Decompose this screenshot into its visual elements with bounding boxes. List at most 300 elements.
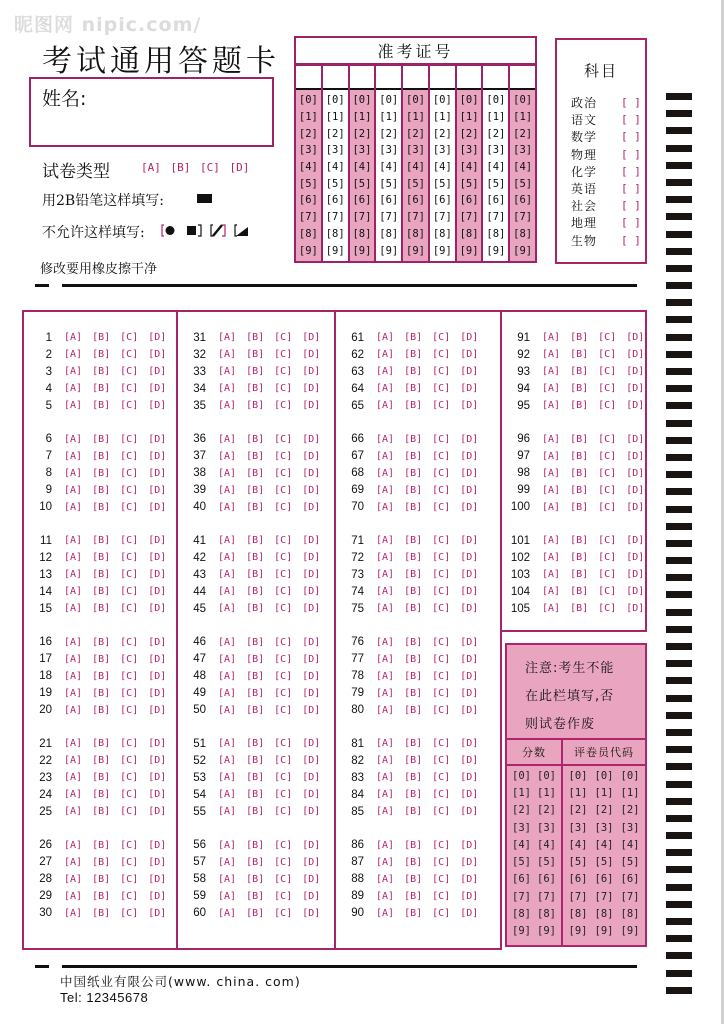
digit-bubble[interactable]: [8] bbox=[568, 907, 588, 920]
digit-bubble[interactable]: [6] bbox=[486, 194, 506, 207]
answer-bubbles[interactable]: [A] [B] [C] [D] bbox=[376, 772, 479, 783]
digit-bubble[interactable]: [4] bbox=[298, 161, 318, 174]
answer-bubbles[interactable]: [A] [B] [C] [D] bbox=[64, 670, 167, 682]
digit-bubble[interactable]: [6] bbox=[325, 194, 345, 207]
digit-bubble[interactable]: [2] bbox=[298, 127, 318, 140]
digit-bubble[interactable]: [3] bbox=[459, 144, 479, 157]
admission-digit-input[interactable] bbox=[403, 66, 428, 90]
digit-bubble[interactable]: [1] bbox=[352, 111, 372, 124]
answer-bubbles[interactable]: [A] [B] [C] [D] bbox=[542, 400, 645, 411]
answer-bubbles[interactable]: [A] [B] [C] [D] bbox=[64, 332, 167, 343]
answer-bubbles[interactable]: [A] [B] [C] [D] bbox=[64, 603, 167, 614]
question-number: 8 bbox=[45, 467, 52, 479]
answer-bubbles[interactable]: [A] [B] [C] [D] bbox=[376, 839, 479, 851]
answer-bubbles[interactable]: [A] [B] [C] [D] bbox=[376, 535, 479, 546]
admission-digit-input[interactable] bbox=[296, 66, 321, 90]
digit-bubble[interactable]: [8] bbox=[352, 227, 372, 240]
digit-bubble[interactable]: [3] bbox=[568, 821, 588, 834]
answer-bubbles[interactable]: [A] [B] [C] [D] bbox=[218, 890, 321, 902]
digit-bubble[interactable]: [2] bbox=[406, 127, 425, 140]
answer-bubbles[interactable]: [A] [B] [C] [D] bbox=[64, 467, 167, 479]
digit-bubble[interactable]: [3] bbox=[325, 144, 345, 157]
answer-bubbles[interactable]: [A] [B] [C] [D] bbox=[542, 450, 645, 462]
digit-bubble[interactable]: [6] bbox=[620, 873, 640, 886]
question-row bbox=[340, 482, 478, 499]
digit-bubble[interactable]: [4] bbox=[537, 838, 556, 851]
answer-bubbles[interactable]: [A] [B] [C] [D] bbox=[218, 772, 321, 783]
subject-item[interactable] bbox=[571, 232, 641, 249]
answer-bubbles[interactable]: [A] [B] [C] [D] bbox=[376, 400, 479, 411]
answer-bubbles[interactable]: [A] [B] [C] [D] bbox=[64, 907, 167, 919]
subject-bubble[interactable]: [ ] bbox=[621, 216, 641, 230]
digit-bubble[interactable]: [1] bbox=[512, 787, 531, 800]
digit-bubble[interactable]: [6] bbox=[568, 873, 588, 886]
digit-bubble[interactable]: [1] bbox=[325, 111, 345, 124]
question-row bbox=[28, 329, 166, 346]
digit-bubble[interactable]: [7] bbox=[432, 211, 452, 224]
subject-bubble[interactable]: [ ] bbox=[621, 199, 641, 213]
digit-bubble[interactable]: [9] bbox=[352, 244, 372, 257]
digit-bubble[interactable]: [1] bbox=[568, 787, 588, 800]
answer-bubbles[interactable]: [A] [B] [C] [D] bbox=[64, 789, 167, 800]
answer-bubbles[interactable]: [A] [B] [C] [D] bbox=[542, 501, 645, 513]
digit-bubble[interactable]: [9] bbox=[594, 924, 614, 937]
subject-item[interactable] bbox=[571, 163, 641, 180]
digit-bubble[interactable]: [3] bbox=[432, 144, 452, 157]
digit-bubble[interactable]: [2] bbox=[432, 127, 452, 140]
answer-bubbles[interactable]: [A] [B] [C] [D] bbox=[218, 789, 321, 800]
digit-bubble[interactable]: [4] bbox=[432, 161, 452, 174]
answer-bubbles[interactable]: [A] [B] [C] [D] bbox=[218, 839, 321, 851]
answer-bubbles[interactable]: [A] [B] [C] [D] bbox=[376, 603, 479, 614]
answer-bubbles[interactable]: [A] [B] [C] [D] bbox=[64, 704, 167, 716]
digit-bubble[interactable]: [3] bbox=[537, 821, 556, 834]
digit-bubble[interactable]: [8] bbox=[486, 227, 506, 240]
subject-name: 生物 bbox=[571, 233, 598, 248]
answer-bubbles[interactable]: [A] [B] [C] [D] bbox=[64, 383, 167, 394]
answer-bubbles[interactable]: [A] [B] [C] [D] bbox=[218, 586, 321, 597]
answer-bubbles[interactable]: [A] [B] [C] [D] bbox=[218, 569, 321, 580]
digit-bubble[interactable]: [0] bbox=[620, 770, 640, 782]
answer-bubbles[interactable]: [A] [B] [C] [D] bbox=[218, 738, 321, 749]
timing-mark bbox=[666, 437, 692, 444]
admission-digit-input[interactable] bbox=[510, 66, 535, 90]
answer-bubbles[interactable]: [A] [B] [C] [D] bbox=[218, 704, 321, 716]
answer-bubbles[interactable]: [A] [B] [C] [D] bbox=[64, 687, 167, 699]
digit-bubble[interactable]: [1] bbox=[620, 787, 640, 800]
answer-bubbles[interactable]: [A] [B] [C] [D] bbox=[218, 603, 321, 614]
paper-type-options[interactable]: [A] [B] [C] [D] bbox=[141, 161, 250, 174]
answer-bubbles[interactable]: [A] [B] [C] [D] bbox=[64, 873, 167, 885]
answer-bubbles[interactable]: [A] [B] [C] [D] bbox=[218, 383, 321, 394]
subject-bubble[interactable]: [ ] bbox=[621, 233, 641, 247]
digit-bubble[interactable]: [2] bbox=[325, 127, 345, 140]
answer-bubbles[interactable]: [A] [B] [C] [D] bbox=[542, 603, 645, 614]
digit-bubble[interactable]: [4] bbox=[486, 161, 506, 174]
answer-bubbles[interactable]: [A] [B] [C] [D] bbox=[64, 433, 167, 445]
subject-item[interactable] bbox=[571, 94, 641, 111]
subject-item[interactable] bbox=[571, 128, 641, 145]
question-row bbox=[28, 752, 166, 769]
question-row bbox=[28, 735, 166, 752]
digit-bubble[interactable]: [0] bbox=[513, 94, 533, 107]
digit-bubble[interactable]: [8] bbox=[620, 907, 640, 920]
digit-bubble[interactable]: [4] bbox=[325, 161, 345, 174]
digit-bubble[interactable]: [3] bbox=[352, 144, 372, 157]
digit-bubble[interactable]: [9] bbox=[325, 244, 345, 257]
digit-bubble[interactable]: [5] bbox=[432, 177, 452, 190]
answer-bubbles[interactable]: [A] [B] [C] [D] bbox=[218, 636, 321, 648]
score-digit-column bbox=[621, 770, 640, 937]
digit-bubble[interactable]: [5] bbox=[459, 177, 479, 190]
answer-bubbles[interactable]: [A] [B] [C] [D] bbox=[218, 467, 321, 479]
answer-bubbles[interactable]: [A] [B] [C] [D] bbox=[218, 873, 321, 885]
question-group bbox=[182, 431, 320, 516]
digit-bubble[interactable]: [6] bbox=[537, 873, 556, 886]
digit-bubble[interactable]: [1] bbox=[513, 111, 533, 124]
digit-bubble[interactable]: [2] bbox=[620, 804, 640, 817]
answer-bubbles[interactable]: [A] [B] [C] [D] bbox=[376, 586, 479, 597]
answer-bubbles[interactable]: [A] [B] [C] [D] bbox=[376, 467, 479, 479]
digit-bubble[interactable]: [5] bbox=[352, 177, 372, 190]
digit-bubble[interactable]: [2] bbox=[379, 127, 399, 140]
answer-bubbles[interactable]: [A] [B] [C] [D] bbox=[218, 907, 321, 919]
digit-bubble[interactable]: [1] bbox=[406, 111, 425, 124]
digit-bubble[interactable]: [1] bbox=[379, 111, 399, 124]
answer-bubbles[interactable]: [A] [B] [C] [D] bbox=[218, 484, 321, 496]
answer-bubbles[interactable]: [A] [B] [C] [D] bbox=[218, 687, 321, 699]
admission-digit-input[interactable] bbox=[323, 66, 348, 90]
answer-bubbles[interactable]: [A] [B] [C] [D] bbox=[218, 349, 321, 360]
answer-bubbles[interactable]: [A] [B] [C] [D] bbox=[376, 873, 479, 885]
digit-bubble[interactable]: [5] bbox=[486, 177, 506, 190]
digit-bubble[interactable]: [3] bbox=[298, 144, 318, 157]
question-row bbox=[340, 905, 478, 922]
digit-bubble[interactable]: [9] bbox=[298, 244, 318, 257]
footer-company: 中国纸业有限公司(www. china. com) bbox=[60, 974, 301, 989]
digit-bubble[interactable]: [0] bbox=[486, 94, 506, 107]
digit-bubble[interactable]: [4] bbox=[594, 838, 614, 851]
digit-bubble[interactable]: [6] bbox=[298, 194, 318, 207]
digit-bubble[interactable]: [7] bbox=[486, 211, 506, 224]
question-row bbox=[182, 871, 320, 888]
question-number: 78 bbox=[351, 670, 364, 682]
answer-bubbles[interactable]: [A] [B] [C] [D] bbox=[218, 450, 321, 462]
digit-bubble[interactable]: [2] bbox=[594, 804, 614, 817]
answer-bubbles[interactable]: [A] [B] [C] [D] bbox=[376, 501, 479, 513]
digit-bubble[interactable]: [4] bbox=[512, 838, 531, 851]
answer-bubbles[interactable]: [A] [B] [C] [D] bbox=[218, 535, 321, 546]
digit-bubble[interactable]: [7] bbox=[568, 890, 588, 903]
answer-bubbles[interactable]: [A] [B] [C] [D] bbox=[542, 467, 645, 479]
answer-bubbles[interactable]: [A] [B] [C] [D] bbox=[218, 806, 321, 817]
digit-bubble[interactable]: [7] bbox=[512, 890, 531, 903]
digit-bubble[interactable]: [2] bbox=[459, 127, 479, 140]
digit-bubble[interactable]: [9] bbox=[568, 924, 588, 937]
answer-bubbles[interactable]: [A] [B] [C] [D] bbox=[376, 806, 479, 817]
digit-bubble[interactable]: [7] bbox=[352, 211, 372, 224]
answer-bubbles[interactable]: [A] [B] [C] [D] bbox=[64, 772, 167, 783]
digit-bubble[interactable]: [6] bbox=[459, 194, 479, 207]
digit-bubble[interactable]: [5] bbox=[594, 856, 614, 869]
digit-bubble[interactable]: [7] bbox=[325, 211, 345, 224]
digit-bubble[interactable]: [2] bbox=[537, 804, 556, 817]
digit-bubble[interactable]: [1] bbox=[298, 111, 318, 124]
answer-bubbles[interactable]: [A] [B] [C] [D] bbox=[376, 738, 479, 749]
digit-bubble[interactable]: [4] bbox=[406, 161, 425, 174]
digit-bubble[interactable]: [0] bbox=[325, 94, 345, 107]
answer-bubbles[interactable]: [A] [B] [C] [D] bbox=[542, 332, 645, 343]
digit-bubble[interactable]: [1] bbox=[432, 111, 452, 124]
question-row bbox=[340, 346, 478, 363]
digit-bubble[interactable]: [4] bbox=[459, 161, 479, 174]
digit-bubble[interactable]: [7] bbox=[513, 211, 533, 224]
answer-bubbles[interactable]: [A] [B] [C] [D] bbox=[542, 535, 645, 546]
answer-bubbles[interactable]: [A] [B] [C] [D] bbox=[542, 552, 645, 563]
digit-bubble[interactable]: [0] bbox=[406, 94, 425, 107]
answer-bubbles[interactable]: [A] [B] [C] [D] bbox=[64, 484, 167, 496]
question-row bbox=[182, 854, 320, 871]
digit-bubble[interactable]: [9] bbox=[379, 244, 399, 257]
digit-bubble[interactable]: [0] bbox=[352, 94, 372, 107]
answer-bubbles[interactable]: [A] [B] [C] [D] bbox=[376, 704, 479, 716]
digit-bubble[interactable]: [9] bbox=[513, 244, 533, 257]
digit-bubble[interactable]: [6] bbox=[379, 194, 399, 207]
digit-bubble[interactable]: [0] bbox=[298, 94, 318, 107]
digit-bubble[interactable]: [4] bbox=[352, 161, 372, 174]
answer-bubbles[interactable]: [A] [B] [C] [D] bbox=[376, 789, 479, 800]
answer-bubbles[interactable]: [A] [B] [C] [D] bbox=[218, 332, 321, 343]
digit-bubble[interactable]: [8] bbox=[379, 227, 399, 240]
answer-bubbles[interactable]: [A] [B] [C] [D] bbox=[376, 856, 479, 868]
question-group bbox=[182, 837, 320, 922]
answer-bubbles[interactable]: [A] [B] [C] [D] bbox=[64, 806, 167, 817]
subject-bubble[interactable]: [ ] bbox=[621, 130, 641, 144]
digit-bubble[interactable]: [4] bbox=[513, 161, 533, 174]
answer-bubbles[interactable]: [A] [B] [C] [D] bbox=[542, 349, 645, 360]
admission-digit-input[interactable] bbox=[483, 66, 508, 90]
answer-bubbles[interactable]: [A] [B] [C] [D] bbox=[542, 586, 645, 597]
answer-bubbles[interactable]: [A] [B] [C] [D] bbox=[218, 400, 321, 411]
question-number: 40 bbox=[193, 501, 206, 513]
digit-bubble[interactable]: [5] bbox=[568, 856, 588, 869]
answer-bubbles[interactable]: [A] [B] [C] [D] bbox=[542, 484, 645, 496]
answer-bubbles[interactable]: [A] [B] [C] [D] bbox=[376, 450, 479, 462]
digit-bubble[interactable]: [7] bbox=[537, 890, 556, 903]
answer-bubbles[interactable]: [A] [B] [C] [D] bbox=[218, 653, 321, 665]
subject-item[interactable] bbox=[571, 180, 641, 197]
question-number: 79 bbox=[351, 687, 364, 699]
digit-bubble[interactable]: [0] bbox=[537, 770, 556, 782]
digit-bubble[interactable]: [9] bbox=[406, 244, 425, 257]
answer-bubbles[interactable]: [A] [B] [C] [D] bbox=[64, 366, 167, 377]
subject-bubble[interactable]: [ ] bbox=[621, 182, 641, 196]
name-label: 姓名: bbox=[42, 88, 87, 110]
subject-item[interactable] bbox=[571, 214, 641, 231]
answer-bubbles[interactable]: [A] [B] [C] [D] bbox=[64, 569, 167, 580]
subject-name: 社会 bbox=[571, 199, 598, 214]
question-number: 12 bbox=[39, 551, 52, 564]
digit-bubble[interactable]: [0] bbox=[432, 94, 452, 107]
answer-bubbles[interactable]: [A] [B] [C] [D] bbox=[64, 450, 167, 462]
digit-bubble[interactable]: [6] bbox=[594, 873, 614, 886]
admission-digit-input[interactable] bbox=[430, 66, 455, 90]
answer-bubbles[interactable]: [A] [B] [C] [D] bbox=[376, 332, 479, 343]
digit-bubble[interactable]: [6] bbox=[406, 194, 425, 207]
answer-bubbles[interactable]: [A] [B] [C] [D] bbox=[376, 383, 479, 394]
digit-bubble[interactable]: [6] bbox=[352, 194, 372, 207]
answer-bubbles[interactable]: [A] [B] [C] [D] bbox=[376, 687, 479, 699]
subject-bubble[interactable]: [ ] bbox=[621, 96, 641, 110]
fill-correct-label: 用2B铅笔这样填写: bbox=[42, 193, 164, 209]
digit-bubble[interactable]: [8] bbox=[432, 227, 452, 240]
digit-bubble[interactable]: [5] bbox=[325, 177, 345, 190]
answer-bubbles[interactable]: [A] [B] [C] [D] bbox=[64, 755, 167, 766]
score-digit-column bbox=[512, 770, 531, 937]
digit-bubble[interactable]: [1] bbox=[459, 111, 479, 124]
answer-bubbles[interactable]: [A] [B] [C] [D] bbox=[376, 569, 479, 580]
answer-bubbles[interactable]: [A] [B] [C] [D] bbox=[376, 890, 479, 902]
subject-item[interactable] bbox=[571, 197, 641, 214]
digit-bubble[interactable]: [3] bbox=[594, 821, 614, 834]
answer-bubbles[interactable]: [A] [B] [C] [D] bbox=[64, 738, 167, 749]
digit-bubble[interactable]: [3] bbox=[512, 821, 531, 834]
digit-bubble[interactable]: [4] bbox=[568, 838, 588, 851]
answer-bubbles[interactable]: [A] [B] [C] [D] bbox=[64, 400, 167, 411]
answer-bubbles[interactable]: [A] [B] [C] [D] bbox=[542, 433, 645, 445]
digit-bubble[interactable]: [3] bbox=[406, 144, 425, 157]
digit-bubble[interactable]: [8] bbox=[512, 907, 531, 920]
answer-bubbles[interactable]: [A] [B] [C] [D] bbox=[218, 552, 321, 563]
digit-bubble[interactable]: [5] bbox=[513, 177, 533, 190]
answer-bubbles[interactable]: [A] [B] [C] [D] bbox=[64, 501, 167, 513]
answer-bubbles[interactable]: [A] [B] [C] [D] bbox=[376, 366, 479, 377]
digit-bubble[interactable]: [5] bbox=[537, 856, 556, 869]
answer-bubbles[interactable]: [A] [B] [C] [D] bbox=[376, 433, 479, 445]
answer-bubbles[interactable]: [A] [B] [C] [D] bbox=[64, 552, 167, 563]
answer-bubbles[interactable]: [A] [B] [C] [D] bbox=[542, 366, 645, 377]
answer-bubbles[interactable]: [A] [B] [C] [D] bbox=[376, 670, 479, 682]
answer-bubbles[interactable]: [A] [B] [C] [D] bbox=[218, 366, 321, 377]
digit-bubble[interactable]: [7] bbox=[379, 211, 399, 224]
digit-bubble[interactable]: [5] bbox=[379, 177, 399, 190]
digit-bubble[interactable]: [9] bbox=[432, 244, 452, 257]
digit-bubble[interactable]: [2] bbox=[486, 127, 506, 140]
digit-bubble[interactable]: [2] bbox=[568, 804, 588, 817]
digit-bubble[interactable]: [5] bbox=[512, 856, 531, 869]
answer-bubbles[interactable]: [A] [B] [C] [D] bbox=[64, 890, 167, 902]
digit-bubble[interactable]: [8] bbox=[325, 227, 345, 240]
admission-digit-input[interactable] bbox=[376, 66, 401, 90]
answer-bubbles[interactable]: [A] [B] [C] [D] bbox=[64, 349, 167, 360]
digit-bubble[interactable]: [8] bbox=[298, 227, 318, 240]
digit-bubble[interactable]: [0] bbox=[568, 770, 588, 782]
answer-bubbles[interactable]: [A] [B] [C] [D] bbox=[64, 535, 167, 546]
subject-bubble[interactable]: [ ] bbox=[621, 164, 641, 178]
digit-bubble[interactable]: [5] bbox=[620, 856, 640, 869]
digit-bubble[interactable]: [3] bbox=[379, 144, 399, 157]
subject-item[interactable] bbox=[571, 111, 641, 128]
answer-bubbles[interactable]: [A] [B] [C] [D] bbox=[64, 839, 167, 851]
digit-bubble[interactable]: [0] bbox=[459, 94, 479, 107]
digit-bubble[interactable]: [7] bbox=[298, 211, 318, 224]
timing-mark bbox=[666, 849, 692, 856]
digit-bubble[interactable]: [1] bbox=[537, 787, 556, 800]
digit-bubble[interactable]: [7] bbox=[594, 890, 614, 903]
digit-bubble[interactable]: [6] bbox=[432, 194, 452, 207]
answer-bubbles[interactable]: [A] [B] [C] [D] bbox=[218, 433, 321, 445]
digit-bubble[interactable]: [7] bbox=[459, 211, 479, 224]
answer-bubbles[interactable]: [A] [B] [C] [D] bbox=[218, 670, 321, 682]
digit-bubble[interactable]: [9] bbox=[512, 924, 531, 937]
answer-bubbles[interactable]: [A] [B] [C] [D] bbox=[376, 484, 479, 496]
name-field[interactable] bbox=[29, 77, 274, 147]
admission-digit-input[interactable] bbox=[350, 66, 375, 90]
digit-bubble[interactable]: [3] bbox=[513, 144, 533, 157]
digit-bubble[interactable]: [7] bbox=[406, 211, 425, 224]
answer-bubbles[interactable]: [A] [B] [C] [D] bbox=[542, 383, 645, 394]
answer-bubbles[interactable]: [A] [B] [C] [D] bbox=[542, 569, 645, 580]
digit-bubble[interactable]: [5] bbox=[406, 177, 425, 190]
subject-item[interactable] bbox=[571, 146, 641, 163]
digit-bubble[interactable]: [1] bbox=[594, 787, 614, 800]
answer-bubbles[interactable]: [A] [B] [C] [D] bbox=[218, 501, 321, 513]
digit-bubble[interactable]: [5] bbox=[298, 177, 318, 190]
digit-bubble[interactable]: [4] bbox=[379, 161, 399, 174]
digit-bubble[interactable]: [1] bbox=[486, 111, 506, 124]
digit-bubble[interactable]: [6] bbox=[513, 194, 533, 207]
digit-bubble[interactable]: [9] bbox=[537, 924, 556, 937]
digit-bubble[interactable]: [2] bbox=[352, 127, 372, 140]
answer-bubbles[interactable]: [A] [B] [C] [D] bbox=[218, 856, 321, 868]
digit-bubble[interactable]: [8] bbox=[537, 907, 556, 920]
digit-bubble[interactable]: [8] bbox=[406, 227, 425, 240]
question-row bbox=[28, 634, 166, 651]
digit-bubble[interactable]: [8] bbox=[459, 227, 479, 240]
digit-bubble[interactable]: [9] bbox=[486, 244, 506, 257]
digit-bubble[interactable]: [6] bbox=[512, 873, 531, 886]
answer-bubbles[interactable]: [A] [B] [C] [D] bbox=[376, 653, 479, 665]
digit-bubble[interactable]: [0] bbox=[594, 770, 614, 782]
admission-digit-input[interactable] bbox=[457, 66, 482, 90]
digit-bubble[interactable]: [9] bbox=[459, 244, 479, 257]
digit-bubble[interactable]: [0] bbox=[379, 94, 399, 107]
answer-bubbles[interactable]: [A] [B] [C] [D] bbox=[376, 552, 479, 563]
answer-bubbles[interactable]: [A] [B] [C] [D] bbox=[376, 755, 479, 766]
answer-bubbles[interactable]: [A] [B] [C] [D] bbox=[376, 349, 479, 360]
digit-bubble[interactable]: [8] bbox=[594, 907, 614, 920]
answer-bubbles[interactable]: [A] [B] [C] [D] bbox=[64, 653, 167, 665]
answer-bubbles[interactable]: [A] [B] [C] [D] bbox=[64, 636, 167, 648]
digit-bubble[interactable]: [2] bbox=[513, 127, 533, 140]
answer-bubbles[interactable]: [A] [B] [C] [D] bbox=[376, 636, 479, 648]
answer-bubbles[interactable]: [A] [B] [C] [D] bbox=[64, 856, 167, 868]
answer-bubbles[interactable]: [A] [B] [C] [D] bbox=[218, 755, 321, 766]
digit-bubble[interactable]: [7] bbox=[620, 890, 640, 903]
subject-bubble[interactable]: [ ] bbox=[621, 113, 641, 127]
digit-bubble[interactable]: [3] bbox=[486, 144, 506, 157]
answer-bubbles[interactable]: [A] [B] [C] [D] bbox=[64, 586, 167, 597]
digit-bubble[interactable]: [2] bbox=[512, 804, 531, 817]
subject-bubble[interactable]: [ ] bbox=[621, 147, 641, 161]
notice-line: 注意:考生不能 bbox=[525, 661, 615, 676]
digit-bubble[interactable]: [8] bbox=[513, 227, 533, 240]
digit-bubble[interactable]: [9] bbox=[620, 924, 640, 937]
digit-bubble[interactable]: [0] bbox=[512, 770, 531, 782]
digit-bubble[interactable]: [3] bbox=[620, 821, 640, 834]
digit-bubble[interactable]: [4] bbox=[620, 838, 640, 851]
answer-bubbles[interactable]: [A] [B] [C] [D] bbox=[376, 907, 479, 919]
